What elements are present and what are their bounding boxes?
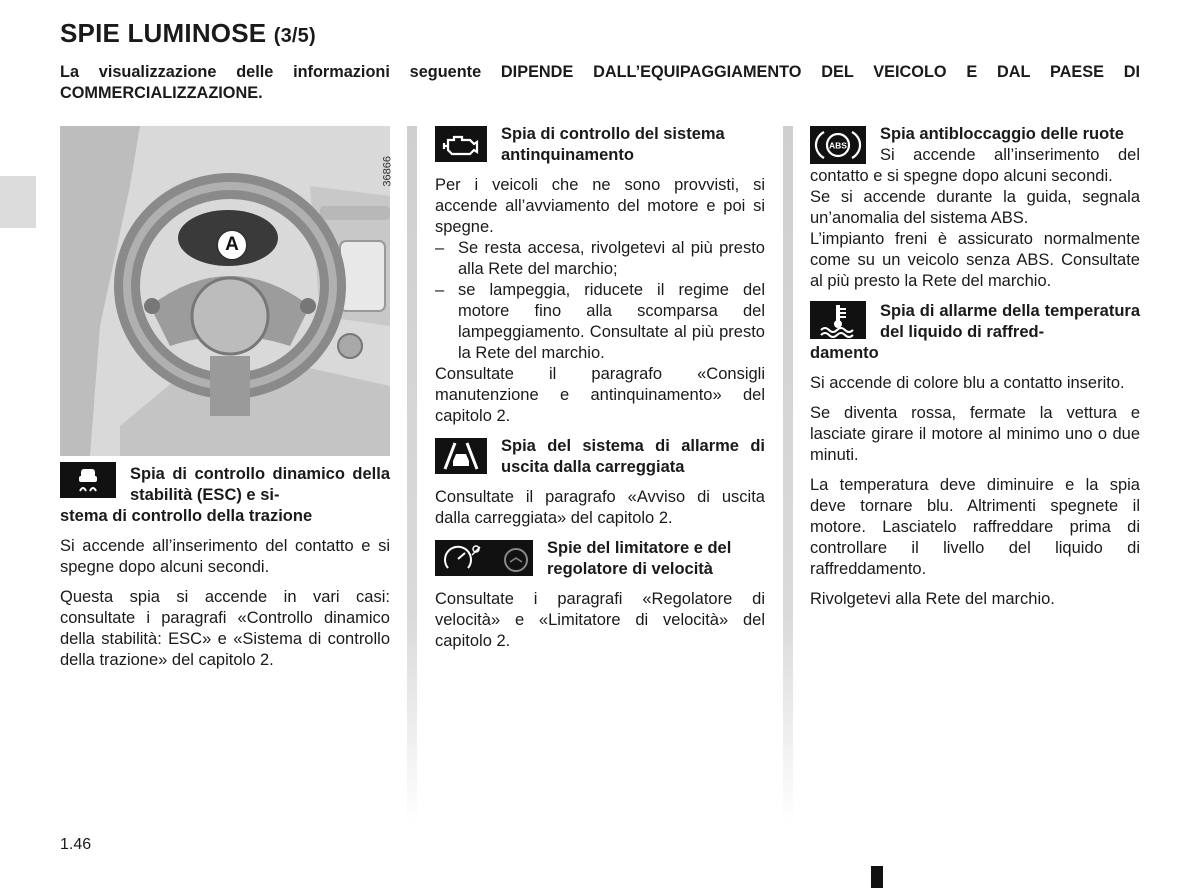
esc-text-1: Si accende all’inserimento del contatto e si spegne dopo alcuni secondi. — [60, 537, 390, 576]
lane-departure-icon — [435, 438, 487, 474]
lane-heading: Spia del sistema di allarme di uscita dalla carreggiata — [435, 436, 765, 478]
temp-text-2: Se diventa rossa, fermate la vettura e lasciate girare il motore al minimo uno o due minuti. — [810, 404, 1140, 464]
image-number: 36866 — [382, 156, 394, 187]
column-1: Spia di controllo dinamico della stabilità (ESC) e si- stema di controllo della trazione Si accende all’inserimento del contatto e si spegne dopo alcuni secondi. Questa spia si accende in vari casi: consultate i paragrafi «Controllo dinamico della stabilità: ESC» e «Sistema di controllo della trazione» del capitolo 2. — [60, 462, 390, 671]
page-number: 1.46 — [60, 836, 92, 853]
marker-a: A — [216, 229, 248, 261]
column-3: ABS Spia antibloccaggio delle ruote Si accende all’inserimento del contatto e si spegne dopo alcuni secondi. Se si accende durante la guida, segnala un’anomalia del sistema ABS. L’impianto freni è assicurato normalmente come su un veicolo senza ABS. Consultate al più presto la Rete del marchio. Spia di allarme della temperatura del liquido di raffred- damento Si accende di colore blu a contatto inserito. Se diventa rossa, fermate la vettura e lasciate girare il motore al minimo uno o due minuti. La temperatura deve diminuire e la spia deve tornare blu. Altrimenti spegnete il motore. Lasciatelo raffreddare prima di controllare il livello del liquido di raffreddamento. Rivolgetevi alla Rete del marchio. — [810, 125, 1140, 608]
dashboard-photo — [60, 126, 394, 456]
abs-text-2: Se si accende durante la guida, segnala un’anomalia del sistema ABS. — [810, 188, 1140, 227]
page-marker — [871, 866, 883, 888]
steering-wheel-illustration — [60, 126, 390, 456]
column-2 — [435, 124, 765, 652]
esc-heading: Spia di controllo dinamico della stabilità (ESC) e si- — [60, 462, 390, 506]
abs-icon-text: ABS — [829, 140, 847, 151]
speed-limiter-icon — [435, 540, 533, 576]
emission-text-1: Per i veicoli che ne sono provvisti, si accende all’avviamento del motore e poi si spegne. — [435, 176, 765, 236]
temp-text-1: Si accende di colore blu a contatto inserito. — [810, 374, 1125, 392]
lane-text: Consultate il paragrafo «Avviso di uscita dalla carreggiata» del capitolo 2. — [435, 488, 765, 527]
abs-icon — [810, 126, 866, 164]
intro-text: La visualizzazione delle informazioni seguente DIPENDE DALL’EQUIPAGGIAMENTO DEL VEICOLO E DAL PAESE DI COMMERCIALIZZAZIONE. — [60, 63, 1140, 102]
list-item: – Se resta accesa, rivolgetevi al più presto alla Rete del marchio; — [435, 238, 765, 280]
temp-heading: Spia di allarme della temperatura del liquido di raffred- — [810, 301, 1140, 343]
engine-icon — [435, 126, 487, 162]
abs-text-3: L’impianto freni è assicurato normalmente come su un veicolo senza ABS. Consultate al più presto la Rete del marchio. — [810, 230, 1140, 290]
emission-heading: Spia di controllo del sistema antinquinamento — [435, 124, 765, 166]
emission-text-2: Consultate il paragrafo «Consigli manutenzione e antinquinamento» del capitolo 2. — [435, 365, 765, 425]
emission-list — [435, 238, 765, 364]
side-tab — [0, 176, 36, 228]
esc-text-2: Questa spia si accende in vari casi: consultate i paragrafi «Controllo dinamico della stabilità: ESC» e «Sistema di controllo della trazione» del capitolo 2. — [60, 588, 390, 669]
speed-text: Consultate i paragrafi «Regolatore di velocità» e «Limitatore di velocità» del capitolo 2. — [435, 590, 765, 650]
abs-heading: ABS Spia antibloccaggio delle ruote — [810, 124, 1140, 145]
column-separator — [783, 126, 793, 826]
temp-text-4: Rivolgetevi alla Rete del marchio. — [810, 590, 1055, 608]
title-part: (3/5) — [273, 25, 316, 47]
list-item: – se lampeggia, riducete il regime del motore fino alla scomparsa del lampeggiamento. Consultate al più presto la Rete del marchio. — [435, 280, 765, 364]
coolant-temperature-icon — [810, 301, 866, 339]
esc-skid-icon — [60, 462, 116, 498]
speed-heading: Spie del limitatore e del regolatore di velocità — [435, 538, 765, 580]
page-title: SPIE LUMINOSE (3/5) — [60, 18, 316, 48]
temp-text-3: La temperatura deve diminuire e la spia deve tornare blu. Altrimenti spegnete il motore. Lasciatelo raffreddare prima di controllare il livello del liquido di raffreddamento. — [810, 476, 1140, 578]
abs-text-1: Si accende all’inserimento del contatto e si spegne dopo alcuni secondi. — [810, 146, 1140, 185]
column-separator — [407, 126, 417, 826]
